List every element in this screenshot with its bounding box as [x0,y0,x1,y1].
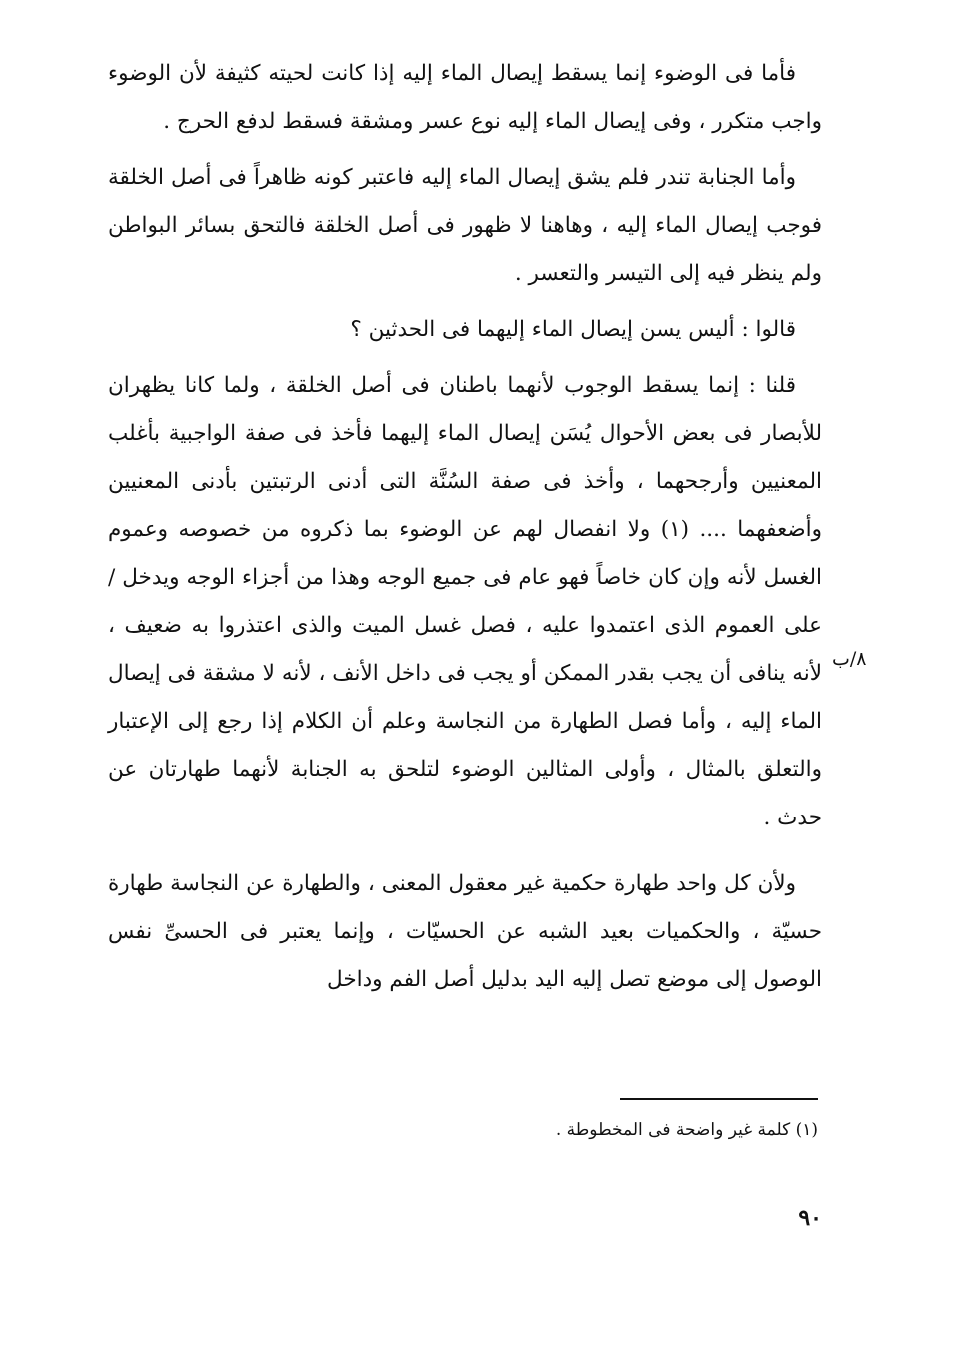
manuscript-folio-marker: ٨/ب [832,648,867,670]
paragraph-5: ولأن كل واحد طهارة حكمية غير معقول المعنى ، والطهارة عن النجاسة طهارة حسيّة ، والحكميات بعيد الشبه عن الحسيّات ، وإنما يعتبر فى الحسىِّ نفس الوصول إلى موضع تصل إليه اليد بدليل أصل الفم وداخل [108,871,822,992]
paragraph-2: وأما الجنابة تندر فلم يشق إيصال الماء إليه فاعتبر كونه ظاهراً فى أصل الخلقة فوجب إيصال الماء إليه ، وهاهنا لا ظهور فى أصل الخلقة فالتحق بسائر البواطن ولم ينظر فيه إلى التيسر والتعسر . [108,165,822,286]
paragraph-4: قلنا : إنما يسقط الوجوب لأنهما باطنان فى أصل الخلقة ، ولما كانا يظهران للأبصار فى بعض الأحوال يُسَن إيصال الماء إليهما فأخذ فى صفة الواجبية بأغلب المعنيين وأرجحهما ، وأخذ فى صفة السُنَّة التى أدنى الرتبتين بأدنى المعنيين وأضعفهما .... (١) ولا انفصال لهم عن الوضوء بما ذكروه من خصوصه وعموم الغسل لأنه وإن كان خاصاً فهو عام فى جميع الوجه وهذا من أجزاء الوجه ويدخل / على العموم الذى اعتمدوا عليه ، فصل غسل الميت والذى اعتذروا به ضعيف ، لأنه ينافى أن يجب بقدر الممكن أو يجب فى داخل الأنف ، لأنه لا مشقة فى إيصال الماء إليه ، وأما فصل الطهارة من النجاسة وعلم أن الكلام إذا رجع إلى الإعتبار والتعلق بالمثال ، وأولى المثالين الوضوء لتلحق به الجنابة لأنهما طهارتان عن حدث . [108,373,822,830]
paragraph-3: قالوا : أليس يسن إيصال الماء إليهما فى الحدثين ؟ [350,317,796,342]
main-text [108,50,822,1012]
page-number: ٩٠ [798,1205,822,1231]
paragraph-1: فأما فى الوضوء إنما يسقط إيصال الماء إليه إذا كانت لحيته كثيفة لأن الوضوء واجب متكرر ، وفى إيصال الماء إليه نوع عسر ومشقة فسقط لدفع الحرج . [108,61,822,134]
footnote: (١) كلمة غير واضحة فى المخطوطة . [555,1120,818,1140]
footnote-divider [620,1098,818,1100]
